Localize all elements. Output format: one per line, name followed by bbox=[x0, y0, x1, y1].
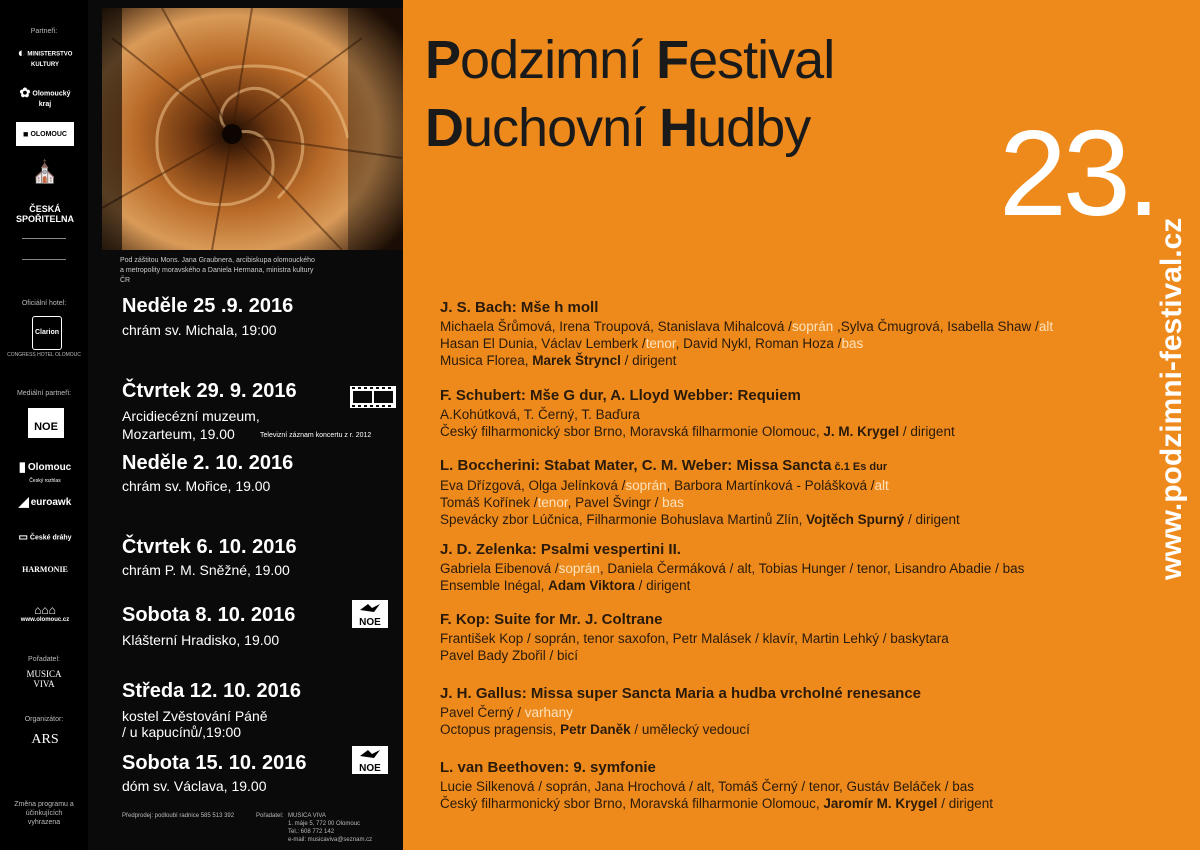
concert-title: J. D. Zelenka: Psalmi vespertini II. bbox=[440, 541, 681, 558]
performer-line: Lucie Silkenová / soprán, Jana Hrochová / alt, Tomáš Černý / tenor, Gustáv Beláček / bas bbox=[440, 779, 975, 794]
org2-label: Organizátor: bbox=[24, 716, 64, 723]
event-date: Sobota 8. 10. 2016 bbox=[122, 604, 296, 626]
event-venue: dóm sv. Václava, 19.00 bbox=[122, 778, 267, 794]
performer-line: Ensemble Inégal, Adam Viktora / dirigent bbox=[440, 578, 691, 593]
performer-line: Tomáš Kořínek /tenor, Pavel Švingr / bas bbox=[440, 495, 684, 510]
noe-logo: NOE bbox=[28, 408, 64, 438]
festival-title-line2: Duchovní Hudby bbox=[425, 98, 811, 158]
hotel-sub: CONGRESS HOTEL OLOMOUC bbox=[7, 352, 81, 358]
hotel-logo: Clarion bbox=[32, 316, 62, 350]
ministry-icon: ◐ bbox=[17, 45, 26, 60]
noe-broadcast-icon bbox=[352, 600, 388, 628]
performer-line: Spevácky zbor Lúčnica, Filharmonie Bohuslava Martinů Zlín, Vojtěch Spurný / dirigent bbox=[440, 512, 960, 527]
patronage-text: Pod záštitou Mons. Jana Graubnera, arcibiskupa olomouckého a metropolity moravského a Daniela Hermana, ministra kultury ČR bbox=[120, 257, 315, 284]
event-date: Středa 12. 10. 2016 bbox=[122, 680, 302, 702]
concert-block bbox=[440, 610, 1140, 664]
program-area: Podzimní Festival Duchovní Hudby 23. www.podzimni-festival.cz J. S. Bach: Mše h moll Michaela Šrůmová, Irena Troupová, Stanislava Mihalcová /soprán ,Sylva Čmugrová, Isabella Shaw /alt Hasan El Dunia, Václav Lemberk /tenor, David Nykl, Roman Hoza /bas Musica Florea, Marek Štryncl / dirigent F. Schubert: Mše G dur, A. Lloyd Webber: Requiem A.Kohútková, T. Černý, T. Baďura Český filharmonický sbor Brno, Moravská filharmonie Olomouc, J. M. Krygel / dirigent L. Boccherini: Stabat Mater, C. M. Weber: Missa Sancta č.1 Es dur Eva Dřízgová, Olga Jelínková /soprán, Barbora Martínková - Polášková /alt Tomáš Kořínek /tenor, Pavel Švingr / bas Spevácky zbor Lúčnica, Filharmonie Bohuslava Martinů Zlín, Vojtěch Spurný / dirigent J. D. Zelenka: Psalmi vespertini II. Gabriela Eibenová /soprán, Daniela Čermáková / alt, Tobias Hunger / tenor, Lisandro Abadie / bas Ensemble Inégal, Adam Viktora / dirigent F. Kop: Suite for Mr. J. Coltrane František Kop / soprán, tenor saxofon, Petr Malásek / klavír, Martin Lehký / baskytara Pavel Bady Zbořil / bicí J. H. Gallus: Missa super Sancta Maria a hudba vrcholné renesance Pavel Černý / varhany Octopus pragensis, Petr Daněk / umělecký vedoucí L. van Beethoven: 9. symfonie Lucie Silkenová / soprán, Jana Hrochová / alt, Tomáš Černý / tenor, Gustáv Beláček / bas Český filharmonický sbor Brno, Moravská filharmonie Olomouc, Jaromír M. Krygel / dirigent bbox=[425, 30, 1188, 811]
musica-viva-logo: MUSICA VIVA bbox=[26, 669, 62, 689]
event-venue: Arcidiecézní muzeum, bbox=[122, 408, 260, 424]
performer-line: Michaela Šrůmová, Irena Troupová, Stanislava Mihalcová /soprán ,Sylva Čmugrová, Isabella Shaw /alt bbox=[440, 319, 1054, 334]
performer-line: František Kop / soprán, tenor saxofon, Petr Malásek / klavír, Martin Lehký / baskytara bbox=[440, 631, 949, 646]
performer-line: Hasan El Dunia, Václav Lemberk /tenor, David Nykl, Roman Hoza /bas bbox=[440, 336, 864, 351]
concert-title: J. H. Gallus: Missa super Sancta Maria a hudba vrcholné renesance bbox=[440, 685, 922, 702]
performer-line: Český filharmonický sbor Brno, Moravská filharmonie Olomouc, J. M. Krygel / dirigent bbox=[440, 424, 955, 439]
olomouc-web-logo: ⌂⌂⌂ www.olomouc.cz bbox=[20, 603, 70, 624]
performer-line: Pavel Černý / varhany bbox=[440, 705, 573, 720]
event-venue: chrám sv. Mořice, 19.00 bbox=[122, 478, 271, 494]
event-venue: chrám P. M. Sněžné, 19.00 bbox=[122, 562, 290, 578]
organizer-address: MUSICA VIVA 1. máje 5, 772 00 Olomouc Tel.: 608 772 142 e-mail: musicaviva@seznam.cz bbox=[288, 813, 373, 843]
event-venue: Klášterní Hradisko, 19.00 bbox=[122, 632, 280, 648]
event-date: Čtvrtek 6. 10. 2016 bbox=[122, 536, 297, 558]
city-icon: ■ bbox=[23, 129, 29, 139]
disclaimer: Změna programu a účinkujících vyhrazena bbox=[14, 801, 74, 826]
ars-logo: ARS bbox=[31, 732, 59, 747]
radio-icon: ▮ bbox=[18, 459, 26, 474]
performer-line: Český filharmonický sbor Brno, Moravská filharmonie Olomouc, Jaromír M. Krygel / dirigent bbox=[440, 796, 993, 811]
organizer-label: Pořadatel: bbox=[28, 656, 60, 663]
organizer-footer-label: Pořadatel: bbox=[256, 813, 284, 819]
flower-icon: ✿ bbox=[19, 85, 31, 100]
event-venue: chrám sv. Michala, 19:00 bbox=[122, 322, 277, 338]
staircase-photo bbox=[102, 8, 403, 250]
tv-recording-note: Televizní záznam koncertu z r. 2012 bbox=[260, 432, 372, 439]
concert-title: L. Boccherini: Stabat Mater, C. M. Weber: Missa Sancta č.1 Es dur bbox=[440, 457, 888, 474]
partners-label: Partneři: bbox=[30, 28, 58, 35]
harmonie-logo: HARMONIE bbox=[22, 565, 68, 574]
event-date: Sobota 15. 10. 2016 bbox=[122, 752, 307, 774]
edition-number: 23. bbox=[999, 105, 1157, 241]
performer-line: Eva Dřízgová, Olga Jelínková /soprán, Barbora Martínková - Polášková /alt bbox=[440, 478, 889, 493]
event-venue-line2: Mozarteum, 19.00 bbox=[122, 426, 235, 442]
euroawk-icon: ◢ bbox=[18, 494, 29, 509]
radio-logo: ▮ Olomouc Český rozhlas bbox=[18, 459, 72, 485]
presale-info: Předprodej: podloubí radnice 585 513 392 bbox=[122, 813, 235, 819]
dates-column bbox=[88, 0, 403, 850]
concert-title: J. S. Bach: Mše h moll bbox=[440, 299, 599, 316]
film-strip-icon bbox=[350, 386, 396, 408]
festival-title-line1: Podzimní Festival bbox=[425, 30, 835, 90]
concert-block bbox=[440, 456, 1140, 528]
concert-title: L. van Beethoven: 9. symfonie bbox=[440, 759, 656, 776]
decorative-logo bbox=[22, 238, 66, 260]
concert-title: F. Schubert: Mše G dur, A. Lloyd Webber: Requiem bbox=[440, 387, 801, 404]
performer-line: Pavel Bady Zbořil / bicí bbox=[440, 648, 579, 663]
ministry-logo: ◐ MINISTERSTVO KULTURY bbox=[17, 45, 73, 69]
region-logo: ✿ Olomoucký kraj bbox=[19, 85, 71, 109]
event-venue: kostel Zvěstování Páně bbox=[122, 708, 268, 724]
sponsor-sidebar bbox=[0, 0, 88, 850]
euroawk-logo: ◢ euroawk bbox=[18, 494, 72, 509]
concert-block bbox=[440, 386, 1140, 440]
event-date: Neděle 25 .9. 2016 bbox=[122, 295, 294, 317]
train-logo: ▭ České dráhy bbox=[18, 532, 72, 543]
hotel-label: Oficiální hotel: bbox=[21, 300, 67, 307]
skyline-icon: ⌂⌂⌂ bbox=[34, 603, 56, 617]
coat-of-arms-icon: ⛪ bbox=[31, 159, 59, 184]
train-icon: ▭ bbox=[18, 532, 28, 543]
event-date: Neděle 2. 10. 2016 bbox=[122, 452, 294, 474]
performer-line: A.Kohútková, T. Černý, T. Baďura bbox=[440, 407, 640, 422]
event-date: Čtvrtek 29. 9. 2016 bbox=[122, 380, 297, 402]
svg-text:NOE: NOE bbox=[359, 763, 381, 774]
performer-line: Gabriela Eibenová /soprán, Daniela Čermáková / alt, Tobias Hunger / tenor, Lisandro Abadie / bas bbox=[440, 561, 1025, 576]
noe-broadcast-icon bbox=[352, 746, 388, 774]
svg-text:NOE: NOE bbox=[359, 617, 381, 628]
concert-block bbox=[440, 298, 1140, 369]
concert-block bbox=[440, 758, 1140, 812]
olomouc-logo: ■ OLOMOUC bbox=[16, 122, 74, 146]
performer-line: Musica Florea, Marek Štryncl / dirigent bbox=[440, 353, 677, 368]
bank-logo: ČESKÁ SPOŘITELNA bbox=[15, 204, 74, 224]
concert-block bbox=[440, 540, 1140, 594]
performer-line: Octopus pragensis, Petr Daněk / umělecký vedoucí bbox=[440, 722, 750, 737]
concert-block bbox=[440, 684, 1140, 738]
concert-title: F. Kop: Suite for Mr. J. Coltrane bbox=[440, 611, 663, 628]
event-venue-line2: / u kapucínů/,19:00 bbox=[122, 724, 242, 740]
media-label: Mediální partneři: bbox=[16, 390, 72, 397]
